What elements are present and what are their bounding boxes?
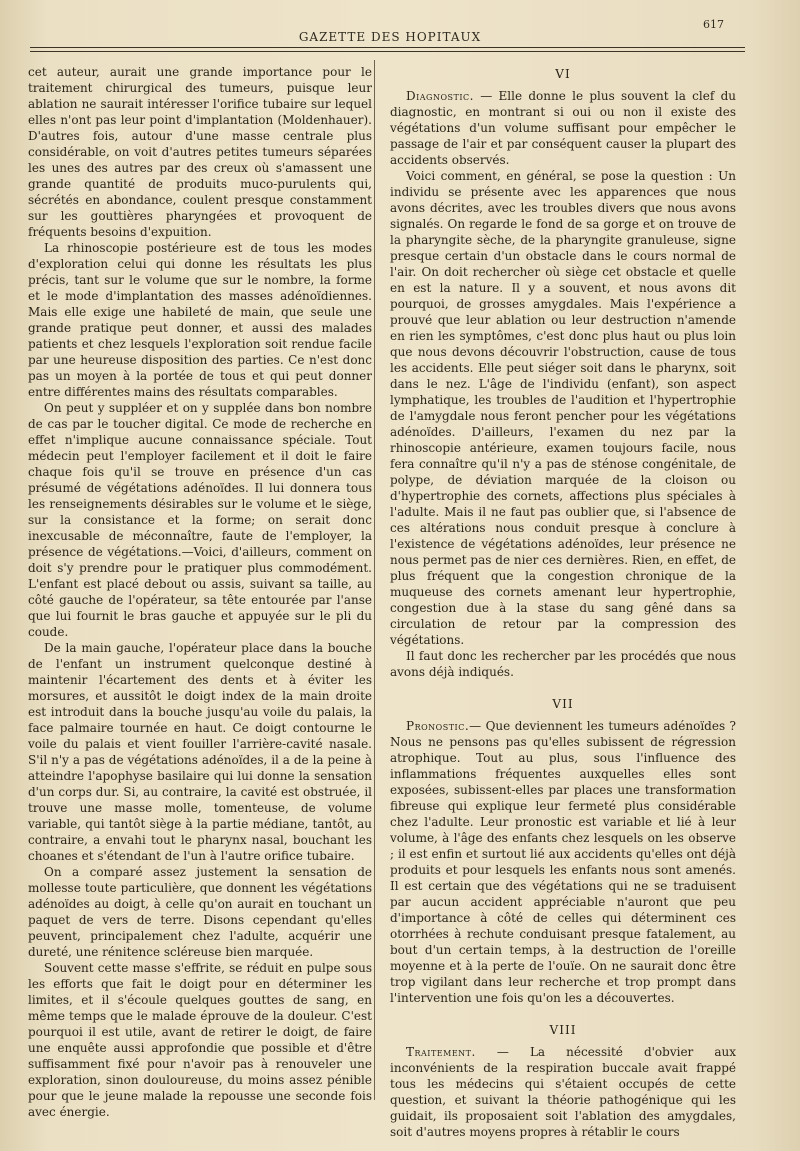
section-lead-text: — Que deviennent les tumeurs adénoïdes ? Nous ne pensons pas qu'elles subissent de régression atrophique. Tout au plus, sous l'influence des inflammations fréquentes auxquelles elles sont exposées, subissent-elles par places une transformation fibreuse qui explique leur fermeté plus considérable chez l'adulte. Leur pronostic est variable et lié à leur volume, à l'âge des enfants chez lesquels on les observe ; il est enfin et surtout lié aux accidents qu'elles ont déjà produits et pour lesquels les enfants nous sont amenés. Il est certain que des végétations qui ne se traduisent par aucun accident appréciable n'auront que peu d'importance à côté de celles qui déterminent ces otorrhées à rechute conduisant presque fatalement, au bout d'un certain temps, à la destruction de l'oreille moyenne et à la perte de l'ouïe. On ne saurait donc être trop vigilant dans leur recherche et trop prompt dans l'intervention une fois qu'on les a découvertes. [390, 719, 736, 1005]
section-lead-text: — Elle donne le plus souvent la clef du diagnostic, en montrant si oui ou non il existe des végétations d'un volume suffisant pour empêcher le passage de l'air et par conséquent causer la plupart des accidents observés. [390, 89, 736, 167]
section-rubric: Traitement. [406, 1045, 476, 1059]
paragraph: La rhinoscopie postérieure est de tous les modes d'exploration celui qui donne les résultats les plus précis, tant sur le volume que sur le nombre, la forme et le mode d'implantation des masses adénoïdiennes. Mais elle exige une habileté de main, que seule une grande pratique peut donner, et aussi des malades patients et chez lesquels l'exploration soit rendue facile par une heureuse disposition des parties. Ce n'est donc pas un moyen à la portée de tous et qui peut donner entre différentes mains des résultats comparables. [28, 241, 372, 399]
section-lead-paragraph [390, 1044, 736, 1140]
paragraph: Souvent cette masse s'effrite, se réduit en pulpe sous les efforts que fait le doigt pour en déterminer les limites, et il s'écoule quelques gouttes de sang, en même temps que le malade éprouve de la douleur. C'est pourquoi il est utile, avant de retirer le doigt, de faire une enquête aussi approfondie que possible et d'être suffisamment fixé pour n'avoir pas à renouveler une exploration, sinon douloureuse, du moins assez pénible pour que le jeune malade la repousse une seconde fois avec énergie. [28, 961, 372, 1119]
left-column [28, 64, 372, 1120]
section-lead-text: — La nécessité d'obvier aux inconvénients de la respiration buccale avait frappé tous les médecins qui s'étaient occupés de cette question, et suivant la théorie pathogénique qui les guidait, ils proposaient soit l'ablation des amygdales, soit d'autres moyens propres à rétablir le cours [390, 1045, 736, 1139]
column-divider [374, 60, 375, 1100]
right-column [390, 64, 736, 1140]
page-number: 617 [703, 18, 724, 31]
section-number-vi: VI [555, 67, 571, 81]
running-header-title: GAZETTE DES HOPITAUX [298, 30, 482, 44]
paragraph: On peut y suppléer et on y supplée dans bon nombre de cas par le toucher digital. Ce mode de recherche en effet n'implique aucune connaissance spéciale. Tout médecin peut l'employer facilement et il doit le faire chaque fois qu'il se trouve en présence d'un cas présumé de végétations adénoïdes. Il lui donnera tous les renseignements désirables sur le volume et le siège, sur la consistance et la forme; on serait donc inexcusable de méconnaître, faute de l'employer, la présence de végétations.—Voici, d'ailleurs, comment on doit s'y prendre pour le pratiquer plus commodément. L'enfant est placé debout ou assis, suivant sa taille, au côté gauche de l'opérateur, sa tête entourée par l'anse que lui fournit le bras gauche et appuyée sur le pli du coude. [28, 401, 372, 639]
section-lead-paragraph [390, 88, 736, 168]
paragraph: On a comparé assez justement la sensation de mollesse toute particulière, que donnent les végétations adénoïdes au doigt, à celle qu'on aurait en touchant un paquet de vers de terre. Disons cependant qu'elles peuvent, principalement chez l'adulte, acquérir une dureté, une rénitence scléreuse bien marquée. [28, 865, 372, 959]
section-rubric: Pronostic. [406, 719, 470, 733]
paragraph: Il faut donc les rechercher par les procédés que nous avons déjà indiqués. [390, 649, 736, 679]
header-rule-thick [30, 47, 745, 48]
section-rubric: Diagnostic. [406, 89, 474, 103]
section-lead-paragraph [390, 718, 736, 1006]
paragraph: Voici comment, en général, se pose la question : Un individu se présente avec les apparences que nous avons décrites, avec les troubles divers que nous avons signalés. On regarde le fond de sa gorge et on trouve de la pharyngite sèche, de la pharyngite granuleuse, signe presque certain d'un obstacle dans le cours normal de l'air. On doit rechercher où siège cet obstacle et quelle en est la nature. Il y a souvent, et nous avons dit pourquoi, de grosses amygdales. Mais l'expérience a prouvé que leur ablation ou leur destruction n'amende en rien les symptômes, c'est donc plus haut ou plus loin que nous devons découvrir l'obstruction, cause de tous les accidents. Elle peut siéger soit dans le pharynx, soit dans le nez. L'âge de l'individu (enfant), son aspect lymphatique, les troubles de l'audition et l'hypertrophie de l'amygdale nous feront pencher pour les végétations adénoïdes. D'ailleurs, l'examen du nez par la rhinoscopie antérieure, examen toujours facile, nous fera connaître qu'il n'y a pas de sténose congénitale, de polype, de déviation marquée de la cloison ou d'hypertrophie des cornets, affections plus spéciales à l'adulte. Mais il ne faut pas oublier que, si l'absence de ces altérations nous conduit presque à conclure à l'existence de végétations adénoïdes, leur présence ne nous permet pas de nier ces dernières. Rien, en effet, de plus fréquent que la congestion chronique de la muqueuse des cornets amenant leur hypertrophie, congestion due à la stase du sang gêné dans sa circulation de retour par la compression des végétations. [390, 169, 736, 647]
header-rule-thin [30, 51, 745, 52]
paragraph: De la main gauche, l'opérateur place dans la bouche de l'enfant un instrument quelconque destiné à maintenir l'écartement des dents et à éviter les morsures, et aussitôt le doigt index de la main droite est introduit dans la bouche jusqu'au voile du palais, la face palmaire tournée en haut. Ce doigt contourne le voile du palais et vient fouiller l'arrière-cavité nasale. S'il n'y a pas de végétations adénoïdes, il a de la peine à atteindre l'apophyse basilaire qui lui donne la sensation d'un corps dur. Si, au contraire, la cavité est obstruée, il trouve une masse molle, tomenteuse, de volume variable, qui tantôt siège à la partie médiane, tantôt, au contraire, a envahi tout le pharynx nasal, bouchant les choanes et s'étendant de l'un à l'autre orifice tubaire. [28, 641, 372, 863]
paragraph: cet auteur, aurait une grande importance pour le traitement chirurgical des tumeurs, puisque leur ablation ne saurait intéresser l'orifice tubaire sur lequel elles n'ont pas leur point d'implantation (Moldenhauer). D'autres fois, autour d'une masse centrale plus considérable, on voit d'autres petites tumeurs séparées les unes des autres par des creux où s'amassent une grande quantité de produits muco-purulents qui, sécrétés en abondance, coulent presque constamment sur les gouttières pharyngées et provoquent de fréquents besoins d'expuition. [28, 65, 372, 239]
section-number-viii: VIII [549, 1023, 577, 1037]
section-number-vii: VII [552, 697, 574, 711]
